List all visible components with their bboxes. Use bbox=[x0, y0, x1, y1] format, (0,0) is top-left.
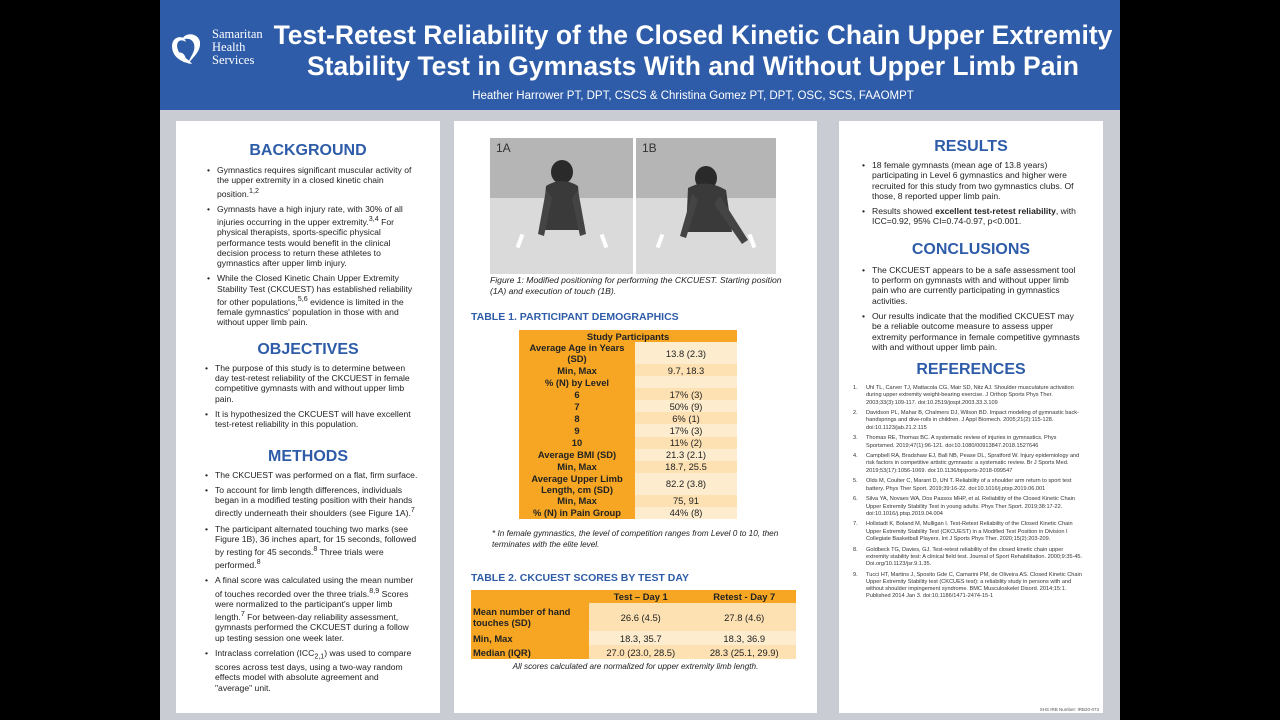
references-list bbox=[853, 385, 1085, 600]
table-cell: 28.3 (25.1, 29.9) bbox=[693, 645, 797, 659]
table-cell: 50% (9) bbox=[635, 400, 737, 412]
objectives-list bbox=[205, 363, 418, 430]
reference-item: 3. Thomas RE, Thomas BC. A systematic review of injuries in gymnastics. Phys Sportsmed. 2019;47(1):96-121. doi:10.1080/00913847.2018.1527646 bbox=[853, 435, 1057, 449]
table-cell: % (N) in Pain Group bbox=[519, 507, 635, 519]
background-bullet: • Gymnasts have a high injury rate, with 30% of all injuries occurring in the upper extremity.$^{3,4}$ For physical therapists, sports-specific physical performance tests would benefit in the clinical decision process to return these athletes to gymnastics after upper limb injury. bbox=[207, 204, 418, 269]
table-cell: Min, Max bbox=[471, 631, 589, 645]
table-cell: 10 bbox=[519, 437, 635, 449]
table-row bbox=[519, 388, 737, 400]
poster-title: Test-Retest Reliability of the Closed Kinetic Chain Upper Extremity Stability Test in Gymnasts With and Without Upper Limb Pain bbox=[273, 20, 1113, 81]
figure-1-caption: Figure 1: Modified positioning for performing the CKCUEST. Starting position (1A) and execution of touch (1B). bbox=[490, 275, 782, 296]
table-1-title: TABLE 1. PARTICIPANT DEMOGRAPHICS bbox=[471, 311, 679, 323]
methods-bullet: • To account for limb length differences, individuals began in a modified testing position with their hands directly underneath their shoulders (see Figure 1A).$^7$ bbox=[205, 485, 418, 519]
table-cell: Min, Max bbox=[519, 461, 635, 473]
results-text: Results showed bbox=[872, 206, 936, 217]
reference-text: Thomas RE, Thomas BC. A systematic review of injuries in gymnastics. Phys Sportsmed. 2019;47(1):96-121. doi:10.1080/00913847.2018.1527646 bbox=[866, 435, 1057, 449]
table-cell: 17% (3) bbox=[635, 424, 737, 436]
objectives-bullet: • It is hypothesized the CKCUEST will have excellent test-retest reliability in this population. bbox=[205, 409, 418, 430]
table-row bbox=[519, 449, 737, 461]
methods-bullet: • The participant alternated touching two marks (see Figure 1B), 36 inches apart, for 15 seconds, followed by resting for 45 seconds.$^8$ Three trials were performed.$^8$ bbox=[205, 524, 418, 571]
table-cell: 75, 91 bbox=[635, 495, 737, 507]
table-cell: 11% (2) bbox=[635, 437, 737, 449]
table-cell: 21.3 (2.1) bbox=[635, 449, 737, 461]
table-row bbox=[519, 412, 737, 424]
table-cell: 18.7, 25.5 bbox=[635, 461, 737, 473]
table-cell: Average Age in Years (SD) bbox=[519, 342, 635, 364]
poster-authors: Heather Harrower PT, DPT, CSCS & Christina Gomez PT, DPT, OSC, SCS, FAAOMPT bbox=[472, 90, 914, 102]
conclusions-bullet: • Our results indicate that the modified CKCUEST may be a reliable outcome measure to assess upper extremity performance in female competitive gymnasts with and without upper limb pain. bbox=[862, 311, 1081, 352]
conclusions-list bbox=[862, 265, 1081, 352]
photo-1a-label: 1A bbox=[496, 141, 511, 155]
reference-item: 4. Campbell RA, Bradshaw EJ, Ball NB, Pease DL, Spratford W. Injury epidemiology and risk factors in competitive artistic gymnasts: a systematic review. Br J Sports Med. 2019;53(17):1056-1069. doi:10.1136/bjsports-2018-099547 bbox=[853, 453, 1080, 474]
methods-list bbox=[205, 470, 418, 693]
table-cell: Min, Max bbox=[519, 495, 635, 507]
results-list bbox=[862, 160, 1081, 227]
poster-header bbox=[160, 0, 1120, 110]
left-column bbox=[176, 121, 440, 713]
reference-text: Olds M, Coulter C, Marant D, Uhl T. Reliability of a shoulder arm return to sport test battery. Phys Ther Sport. 2019;39:16-22. doi:10.1016/j.ptsp.2019.06.001 bbox=[866, 478, 1072, 492]
reference-item: 9. Tucci HT, Martins J, Sposito Gde C, Camarini PM, de Oliveira AS. Closed Kinetic Chain Upper Extremity Stability test (CKCUES test): a reliability study in persons with and without shoulder impingement syndrome. BMC Musculoskelet Disord. 2014;15:1. Published 2014 Jan 3. doi:10.1186/1471-2474-15-1 bbox=[853, 571, 1082, 600]
org-name: Samaritan Health Services bbox=[212, 27, 263, 67]
table-cell: 17% (3) bbox=[635, 388, 737, 400]
table-cell: 13.8 (2.3) bbox=[635, 342, 737, 364]
gymnast-start-position-image bbox=[490, 138, 633, 274]
demographics-table-header: Study Participants bbox=[519, 330, 737, 342]
results-bullet bbox=[862, 206, 1081, 227]
reference-item: 2. Davidson PL, Mahar B, Chalmers DJ, Wilson BD. Impact modeling of gymnastic back-handsprings and dive-rolls in children. J Appl Biomech. 2005;21(2):115-128. doi:10.1123/jab.21.2.115 bbox=[853, 410, 1079, 431]
table-cell: 6% (1) bbox=[635, 412, 737, 424]
table-row bbox=[519, 400, 737, 412]
results-heading: RESULTS bbox=[934, 138, 1008, 155]
table-row bbox=[519, 473, 737, 495]
org-logo bbox=[166, 26, 276, 72]
table-header-cell bbox=[471, 590, 589, 603]
figure-1-photos bbox=[490, 138, 776, 274]
table-cell: % (N) by Level bbox=[519, 376, 635, 388]
gymnast-touch-position-image bbox=[636, 138, 776, 274]
methods-bullet: • Intraclass correlation $(ICC_{2,1})$ was used to compare scores across test days, using a two-way random effects model with absolute agreement and "average" unit. bbox=[205, 648, 418, 693]
table-cell: 6 bbox=[519, 388, 635, 400]
results-text: , with ICC=0.92, 95% CI=0.74-0.97, p<0.001. bbox=[872, 206, 1076, 227]
reference-item: 8. Goldbeck TG, Davies, GJ. Test-retest reliability of the closed kinetic chain upper extremity stability test: A clinical field test. Journal of Sport Rehabilitation. 2000;9:35-45. Doi.org/10.1123/jsr.9.1.35. bbox=[853, 546, 1083, 567]
reference-item: 6. Silva YA, Novaes WA, Dos Passos MHP, et al. Reliability of the Closed Kinetic Chain Upper Extremity Stability Test in young adults. Phys Ther Sport. 2019;38:17-22. doi:10.1016/j.ptsp.2019.04.004 bbox=[853, 496, 1076, 517]
photo-1b bbox=[636, 138, 776, 274]
reference-text: Tucci HT, Martins J, Sposito Gde C, Camarini PM, de Oliveira AS. Closed Kinetic Chain Upper Extremity Stability test (CKCUES test): a reliability study in persons with and without shoulder impingement syndrome. BMC Musculoskelet Disord. 2014;15:1. Published 2014 Jan 3. doi:10.1186/1471-2474-15-1 bbox=[866, 571, 1082, 600]
background-bullet: • Gymnastics requires significant muscular activity of the upper extremity in a closed kinetic chain position.$^{1,2}$ bbox=[207, 165, 418, 199]
reference-item: 5. Olds M, Coulter C, Marant D, Uhl T. Reliability of a shoulder arm return to sport test battery. Phys Ther Sport. 2019;39:16-22. doi:10.1016/j.ptsp.2019.06.001 bbox=[853, 478, 1072, 492]
conclusions-bullet: • The CKCUEST appears to be a safe assessment tool to perform on gymnasts with and without upper limb pain who are currently participating in gymnastics activities. bbox=[862, 265, 1081, 306]
table-cell: Average BMI (SD) bbox=[519, 449, 635, 461]
table-cell: 7 bbox=[519, 400, 635, 412]
table-row bbox=[519, 495, 737, 507]
reference-text: Goldbeck TG, Davies, GJ. Test-retest reliability of the closed kinetic chain upper extremity stability test: A clinical field test. Journal of Sport Rehabilitation. 2000;9:35-45. Doi.org/10.1123/jsr.9.1.35. bbox=[866, 546, 1083, 567]
conclusions-heading: CONCLUSIONS bbox=[911, 240, 1031, 258]
demographics-table bbox=[519, 330, 737, 519]
table-cell: 9 bbox=[519, 424, 635, 436]
table-2-note: All scores calculated are normalized for upper extremity limb length. bbox=[512, 662, 759, 671]
right-column bbox=[839, 121, 1103, 713]
photo-1a bbox=[490, 138, 633, 274]
table-cell: 27.0 (23.0, 28.5) bbox=[589, 645, 693, 659]
table-row bbox=[519, 461, 737, 473]
table-cell: Average Upper Limb Length, cm (SD) bbox=[519, 473, 635, 495]
objectives-heading: OBJECTIVES bbox=[257, 340, 359, 358]
reference-item: 7. Hollstadt K, Boland M, Mulligan I. Test-Retest Reliability of the Closed Kinetic Chain Upper Extremity Stability Test (CKCUEST) in a Modified Test Position in Division I Collegiate Basketball Players. Int J Sports Phys Ther. 2020;15(2):203-209. bbox=[853, 521, 1073, 542]
table-cell: 18.3, 36.9 bbox=[693, 631, 797, 645]
table-row bbox=[471, 631, 796, 645]
background-list bbox=[207, 165, 418, 328]
table-cell: 8 bbox=[519, 412, 635, 424]
table-cell: 26.6 (4.5) bbox=[589, 603, 693, 631]
background-heading: BACKGROUND bbox=[249, 142, 367, 159]
table-row bbox=[519, 342, 737, 364]
table-cell: Mean number of hand touches (SD) bbox=[471, 603, 589, 631]
reference-text: Silva YA, Novaes WA, Dos Passos MHP, et al. Reliability of the Closed Kinetic Chain Upper Extremity Stability Test in young adults. Phys Ther Sport. 2019;38:17-22. doi:10.1016/j.ptsp.2019.04.004 bbox=[866, 496, 1076, 517]
hands-logo-icon bbox=[166, 28, 206, 68]
reference-text: Uhl TL, Carver TJ, Mattacola CG, Mair SD, Nitz AJ. Shoulder musculature activation during upper extremity weight-bearing exercise. J Orthop Sports Phys Ther. 2003;33(3):109-117. doi:10.2519/jospt.2003.33.3.109 bbox=[866, 385, 1074, 406]
background-bullet: • While the Closed Kinetic Chain Upper Extremity Stability Test (CKCUEST) has established reliability for other populations,$^{5,6}$ evidence is limited in the female gymnastics' population in those with and without upper limb pain. bbox=[207, 273, 418, 327]
table-cell: Median (IQR) bbox=[471, 645, 589, 659]
reference-item: 1. Uhl TL, Carver TJ, Mattacola CG, Mair SD, Nitz AJ. Shoulder musculature activation during upper extremity weight-bearing exercise. J Orthop Sports Phys Ther. 2003;33(3):109-117. doi:10.2519/jospt.2003.33.3.109 bbox=[853, 385, 1074, 406]
reference-text: Davidson PL, Mahar B, Chalmers DJ, Wilson BD. Impact modeling of gymnastic back-handsprings and dive-rolls in children. J Appl Biomech. 2005;21(2):115-128. doi:10.1123/jab.21.2.115 bbox=[866, 410, 1079, 431]
methods-bullet: • A final score was calculated using the mean number of touches recorded over the three trials.$^{8,9}$ Scores were normalized to the participant's upper limb length.$^7$ For between-day reliability assessment, gymnasts performed the CKCUEST during a follow up testing session one week later. bbox=[205, 575, 418, 643]
poster bbox=[160, 0, 1120, 720]
table-row bbox=[519, 424, 737, 436]
results-bullet: • 18 female gymnasts (mean age of 13.8 years) participating in Level 6 gymnastics and higher were recruited for this study from two gymnastics clubs. Of those, 8 reported upper limb pain. bbox=[862, 160, 1081, 201]
table-row bbox=[519, 507, 737, 519]
reference-text: Campbell RA, Bradshaw EJ, Ball NB, Pease DL, Spratford W. Injury epidemiology and risk factors in competitive artistic gymnasts: a systematic review. Br J Sports Med. 2019;53(17):1056-1069. doi:10.1136/bjsports-2018-099547 bbox=[866, 453, 1080, 474]
table-header-cell: Test – Day 1 bbox=[589, 590, 693, 603]
table-1-note: * In female gymnastics, the level of competition ranges from Level 0 to 10, then terminates with the elite level. bbox=[492, 529, 779, 549]
table-cell: 18.3, 35.7 bbox=[589, 631, 693, 645]
table-header-row bbox=[471, 590, 796, 603]
table-row bbox=[519, 437, 737, 449]
table-cell: 9.7, 18.3 bbox=[635, 364, 737, 376]
middle-column bbox=[454, 121, 817, 713]
table-header-cell: Retest - Day 7 bbox=[693, 590, 797, 603]
table-cell: 27.8 (4.6) bbox=[693, 603, 797, 631]
irb-number: SHS IRB Number: IRB20-073 bbox=[1039, 707, 1099, 712]
table-row bbox=[519, 376, 737, 388]
table-cell bbox=[635, 376, 737, 388]
table-row bbox=[471, 603, 796, 631]
methods-bullet: • The CKCUEST was performed on a flat, firm surface. bbox=[205, 470, 418, 480]
photo-1b-label: 1B bbox=[642, 141, 657, 155]
reference-text: Hollstadt K, Boland M, Mulligan I. Test-Retest Reliability of the Closed Kinetic Chain Upper Extremity Stability Test (CKCUEST) in a Modified Test Position in Division I Collegiate Basketball Players. Int J Sports Phys Ther. 2020;15(2):203-209. bbox=[866, 521, 1073, 542]
table-cell: 44% (8) bbox=[635, 507, 737, 519]
references-heading: REFERENCES bbox=[916, 361, 1026, 379]
table-cell: 82.2 (3.8) bbox=[635, 473, 737, 495]
table-2-title: TABLE 2. CKCUEST SCORES BY TEST DAY bbox=[471, 572, 690, 584]
table-row bbox=[471, 645, 796, 659]
scores-table bbox=[471, 590, 796, 659]
results-highlight: excellent test-retest reliability bbox=[935, 206, 1056, 217]
table-row bbox=[519, 364, 737, 376]
table-cell: Min, Max bbox=[519, 364, 635, 376]
methods-heading: METHODS bbox=[268, 447, 348, 465]
objectives-bullet: • The purpose of this study is to determine between day test-retest reliability of the CKCUEST in female competitive gymnasts with and without upper limb pain. bbox=[205, 363, 418, 404]
